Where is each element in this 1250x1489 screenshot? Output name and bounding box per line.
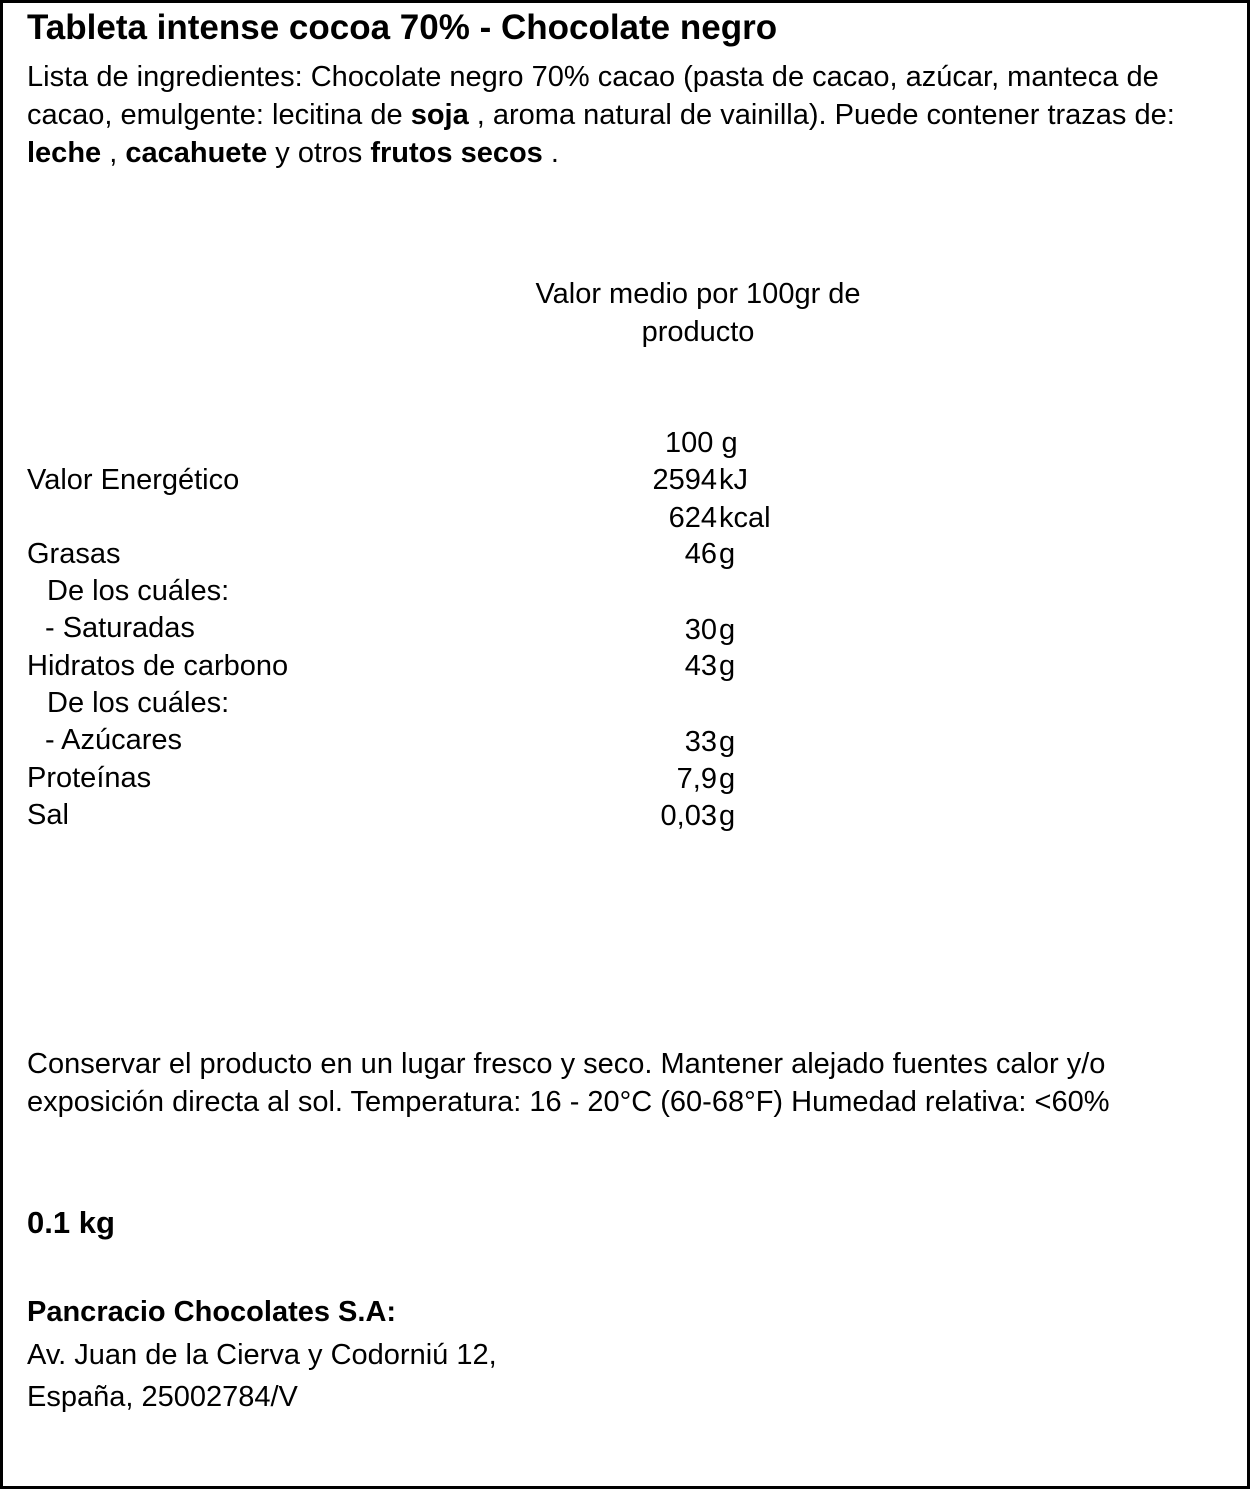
nutrient-unit-sugars: g [719,726,736,758]
nutrient-label-of-which: De los cuáles: [47,687,230,719]
nutrient-value-energy-kj: 2594 [652,464,717,496]
nutrient-label-energy: Valor Energético [27,464,240,496]
nutrition-column-header: Valor medio por 100gr de producto [535,278,861,348]
nutrient-value-sugars: 33 [684,726,717,758]
ingredients-text: . [542,137,559,169]
allergen-leche: leche [27,137,102,169]
nutrient-label-of-which: De los cuáles: [47,575,230,607]
ingredients-text: , aroma natural de vainilla). Puede contener trazas de: [468,99,1175,131]
nutrient-value-carbohydrates: 43 [684,650,717,682]
nutrient-label-sugars: - Azúcares [45,724,182,756]
ingredients-text: y otros [267,137,371,169]
nutrient-label-fat: Grasas [27,538,121,570]
nutrient-label-protein: Proteínas [27,762,152,794]
nutrient-unit-protein: g [719,763,736,795]
manufacturer-address-line1: Av. Juan de la Cierva y Codorniú 12, [27,1339,497,1371]
net-weight: 0.1 kg [27,1205,115,1240]
nutrient-unit-energy-kcal: kcal [719,502,771,534]
storage-instructions: Conservar el producto en un lugar fresco y seco. Mantener alejado fuentes calor y/o exposición directa al sol. Temperatura: 16 - 20°C (60-68°F) Humedad relativa: <60% [27,1048,1110,1118]
product-title: Tableta intense cocoa 70% - Chocolate negro [27,8,778,47]
ingredients-list [27,58,1227,172]
allergen-soja: soja [410,99,469,131]
nutrient-unit-salt: g [719,800,736,832]
nutrient-unit-energy-kj: kJ [719,464,748,496]
nutrient-label-carbohydrates: Hidratos de carbono [27,650,289,682]
allergen-frutos-secos: frutos secos [370,137,543,169]
ingredients-text: , [101,137,126,169]
nutrient-value-fat: 46 [684,538,717,570]
nutrient-value-energy-kcal: 624 [668,502,717,534]
nutrient-value-salt: 0,03 [660,800,717,832]
nutrient-label-saturates: - Saturadas [45,612,195,644]
nutrient-value-protein: 7,9 [676,763,717,795]
portion-label: 100 g [665,427,738,459]
nutrient-unit-saturates: g [719,614,736,646]
ingredients-text: Lista de ingredientes: Chocolate negro 70% cacao (pasta de cacao, azúcar, manteca de cacao, emulgente: lecitina de [27,61,1159,131]
manufacturer-name: Pancracio Chocolates S.A: [27,1296,397,1328]
manufacturer-address-line2: España, 25002784/V [27,1381,298,1413]
nutrient-unit-fat: g [719,538,736,570]
nutrient-unit-carbohydrates: g [719,650,736,682]
nutrient-label-salt: Sal [27,799,69,831]
nutrient-value-saturates: 30 [684,614,717,646]
allergen-cacahuete: cacahuete [125,137,268,169]
